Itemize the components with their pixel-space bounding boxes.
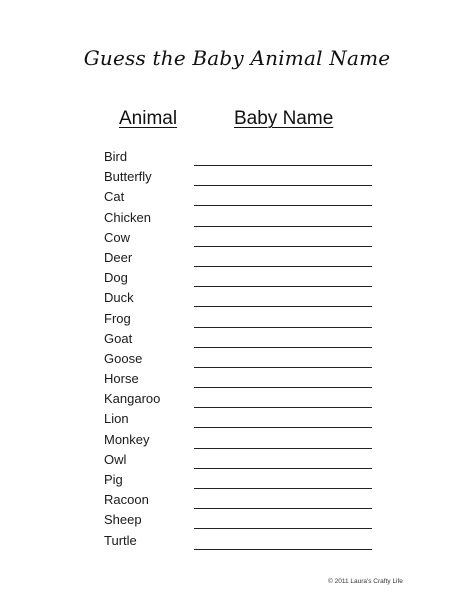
animal-name: Duck xyxy=(104,290,134,306)
list-item xyxy=(104,472,384,492)
list-item xyxy=(104,452,384,472)
list-item xyxy=(104,351,384,371)
list-item xyxy=(104,169,384,189)
animal-name: Kangaroo xyxy=(104,391,161,407)
list-item xyxy=(104,149,384,169)
list-item xyxy=(104,432,384,452)
list-item xyxy=(104,250,384,270)
answer-line xyxy=(194,327,372,328)
list-item xyxy=(104,230,384,250)
list-item xyxy=(104,371,384,391)
list-item xyxy=(104,189,384,209)
answer-line xyxy=(194,488,372,489)
list-item xyxy=(104,533,384,553)
animal-name: Butterfly xyxy=(104,169,152,185)
page-title: Guess the Baby Animal Name xyxy=(83,46,391,70)
animal-name: Goat xyxy=(104,330,133,346)
animal-name: Monkey xyxy=(104,431,150,447)
answer-line xyxy=(194,266,372,267)
answer-line xyxy=(194,246,372,247)
list-item xyxy=(104,411,384,431)
answer-line xyxy=(194,528,372,529)
list-item xyxy=(104,290,384,310)
answer-line xyxy=(194,508,372,509)
list-item xyxy=(104,492,384,512)
animal-name: Bird xyxy=(104,149,128,164)
copyright-notice: © 2011 Laura's Crafty Life xyxy=(328,578,403,585)
animal-name: Cow xyxy=(104,229,131,245)
list-item xyxy=(104,391,384,411)
answer-line xyxy=(194,306,372,307)
animal-name: Frog xyxy=(104,310,131,326)
list-item xyxy=(104,270,384,290)
answer-line xyxy=(194,185,372,186)
answer-line xyxy=(194,286,372,287)
list-item xyxy=(104,311,384,331)
answer-line xyxy=(194,448,372,449)
answer-line xyxy=(194,549,372,550)
answer-line xyxy=(194,427,372,428)
answer-line xyxy=(194,205,372,206)
animal-list xyxy=(104,149,384,553)
animal-name: Goose xyxy=(104,350,143,366)
answer-line xyxy=(194,407,372,408)
answer-line xyxy=(194,387,372,388)
answer-line xyxy=(194,226,372,227)
animal-name: Turtle xyxy=(104,532,137,548)
animal-name: Deer xyxy=(104,249,133,265)
answer-line xyxy=(194,165,372,166)
animal-name: Dog xyxy=(104,270,128,286)
answer-line xyxy=(194,367,372,368)
animal-name: Pig xyxy=(104,472,123,487)
animal-name: Chicken xyxy=(104,209,151,225)
list-item xyxy=(104,331,384,351)
answer-line xyxy=(194,468,372,469)
animal-name: Lion xyxy=(104,411,129,427)
animal-name: Sheep xyxy=(104,512,142,528)
animal-column-header: Animal xyxy=(119,108,178,129)
list-item xyxy=(104,210,384,230)
animal-name: Racoon xyxy=(104,492,149,508)
animal-name: Owl xyxy=(104,451,127,467)
animal-name: Cat xyxy=(104,189,125,205)
list-item xyxy=(104,512,384,532)
animal-name: Horse xyxy=(104,371,139,387)
baby-name-column-header: Baby Name xyxy=(234,108,334,129)
answer-line xyxy=(194,347,372,348)
